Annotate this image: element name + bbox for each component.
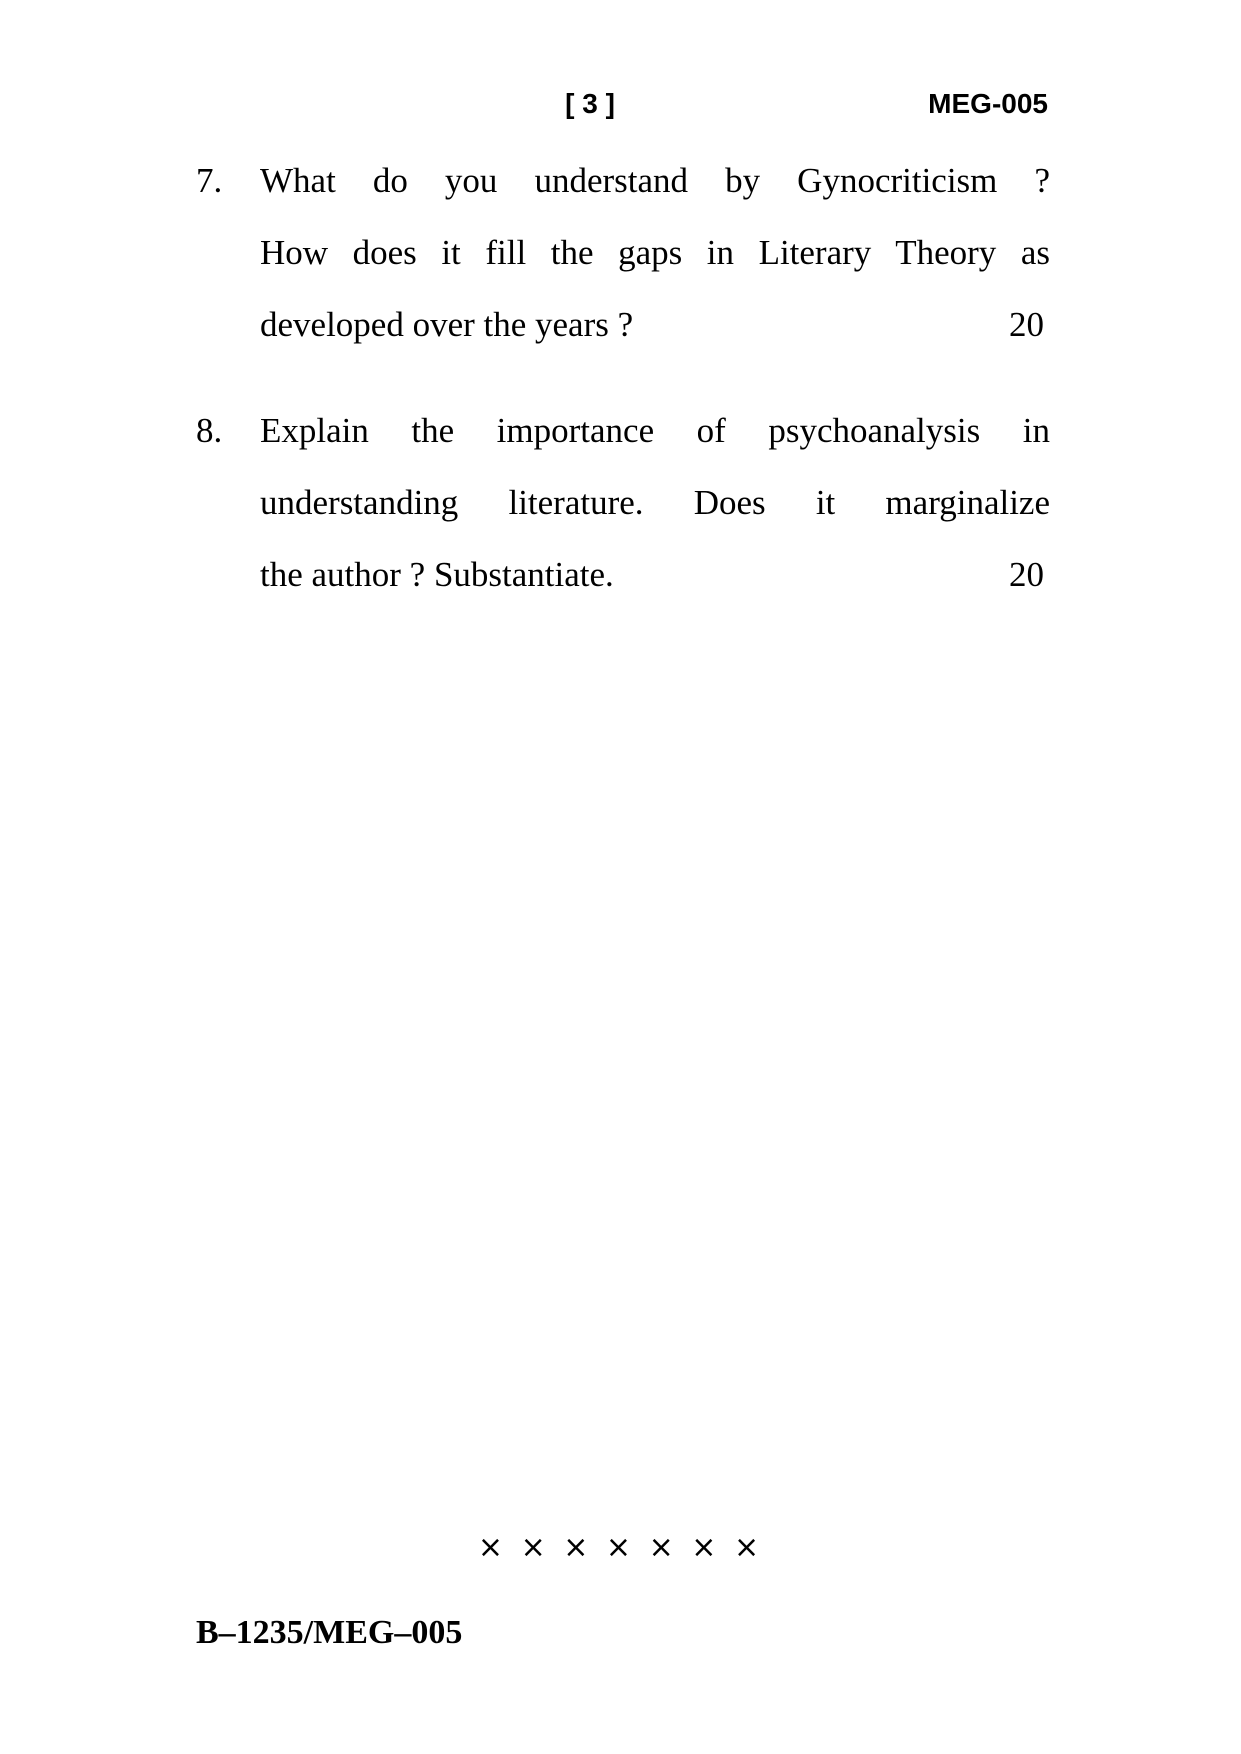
question-7 <box>196 145 1050 361</box>
page-number: [ 3 ] <box>565 88 615 119</box>
question-line-text: developed over the years ? <box>260 305 634 344</box>
question-line: understanding literature. Does it marginalize <box>260 483 1050 522</box>
question-line-text: the author ? Substantiate. <box>260 555 614 594</box>
question-text <box>260 395 1050 611</box>
question-line: Explain the importance of psychoanalysis in <box>260 411 1050 450</box>
question-line: How does it fill the gaps in Literary Theory as <box>260 233 1050 272</box>
question-marks: 20 <box>1009 305 1044 344</box>
question-number: 8. <box>196 411 223 450</box>
question-line <box>260 289 1050 361</box>
question-number: 7. <box>196 161 223 200</box>
end-of-paper-marker: × × × × × × × <box>477 1530 764 1565</box>
question-line <box>260 539 1050 611</box>
paper-code: MEG-005 <box>928 88 1048 119</box>
question-line: What do you understand by Gynocriticism ? <box>260 161 1050 200</box>
question-text <box>260 145 1050 361</box>
question-8 <box>196 395 1050 611</box>
footer-code: B–1235/MEG–005 <box>196 1614 463 1651</box>
question-marks: 20 <box>1009 555 1044 594</box>
